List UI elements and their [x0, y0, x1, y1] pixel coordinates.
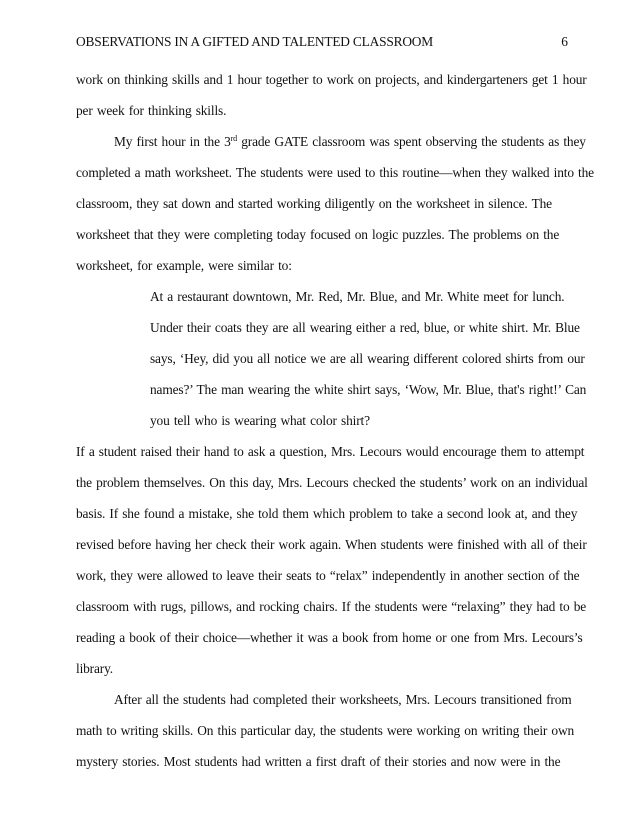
text-line: per week for thinking skills.	[76, 103, 227, 118]
paragraph-first-line: After all the students had completed their worksheets, Mrs. Lecours transitioned from	[114, 692, 572, 707]
running-head: OBSERVATIONS IN A GIFTED AND TALENTED CLASSROOM	[76, 34, 433, 49]
text-line: work, they were allowed to leave their seats to “relax” independently in another section of the	[76, 568, 580, 583]
text-line: revised before having her check their work again. When students were finished with all of their	[76, 537, 587, 552]
text-line: reading a book of their choice—whether it was a book from home or one from Mrs. Lecours’s	[76, 630, 583, 645]
text-line: work on thinking skills and 1 hour together to work on projects, and kindergarteners get 1 hour	[76, 72, 587, 87]
text-line: classroom with rugs, pillows, and rocking chairs. If the students were “relaxing” they had to be	[76, 599, 587, 614]
text-line: the problem themselves. On this day, Mrs. Lecours checked the students’ work on an individual	[76, 475, 588, 490]
text-line: worksheet that they were completing today focused on logic puzzles. The problems on the	[76, 227, 560, 242]
text-line: worksheet, for example, were similar to:	[76, 258, 292, 273]
paragraph-first-line	[114, 134, 586, 150]
text-line: basis. If she found a mistake, she told them which problem to take a second look at, and they	[76, 506, 578, 521]
text-line: classroom, they sat down and started working diligently on the worksheet in silence. The	[76, 196, 552, 211]
text-segment: My first hour in the 3	[114, 134, 231, 149]
quote-line: says, ‘Hey, did you all notice we are all wearing different colored shirts from our	[150, 351, 585, 366]
text-line: completed a math worksheet. The students were used to this routine—when they walked into the	[76, 165, 594, 180]
text-line: library.	[76, 661, 113, 676]
ordinal-superscript: rd	[230, 134, 238, 143]
quote-line: names?’ The man wearing the white shirt says, ‘Wow, Mr. Blue, that's right!’ Can	[150, 382, 587, 397]
text-line: math to writing skills. On this particular day, the students were working on writing their own	[76, 723, 575, 738]
page-number: 6	[561, 34, 568, 49]
quote-line: you tell who is wearing what color shirt?	[150, 413, 370, 428]
quote-line: At a restaurant downtown, Mr. Red, Mr. Blue, and Mr. White meet for lunch.	[150, 289, 565, 304]
quote-line: Under their coats they are all wearing either a red, blue, or white shirt. Mr. Blue	[150, 320, 580, 335]
text-line: If a student raised their hand to ask a question, Mrs. Lecours would encourage them to attempt	[76, 444, 585, 459]
text-segment: grade GATE classroom was spent observing the students as they	[237, 134, 586, 149]
text-line: mystery stories. Most students had written a first draft of their stories and now were in the	[76, 754, 561, 769]
